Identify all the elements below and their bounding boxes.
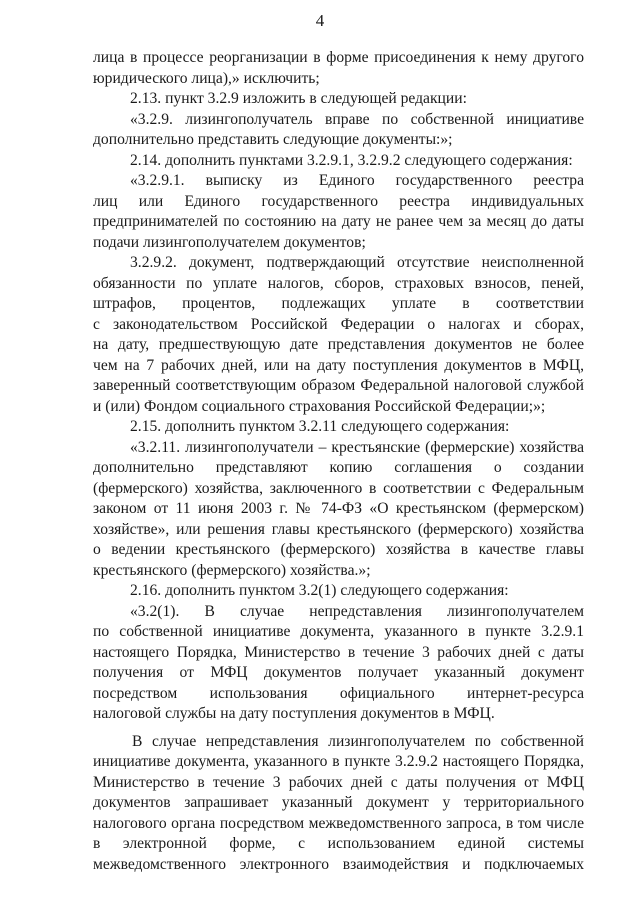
text-line: лица в процессе реорганизации в форме присоединения к нему другого bbox=[93, 49, 584, 66]
text-line: и (или) Фондом социального страхования Российской Федерации;»; bbox=[93, 397, 546, 415]
text-line: «3.2.9.1. выписку из Единого государственного реестра bbox=[130, 172, 584, 189]
text-line: получения от МФЦ документов получает указанный документ bbox=[93, 664, 584, 681]
text-line: на дату, предшествующую дате представления документов не более bbox=[93, 336, 584, 353]
text-line: по собственной инициативе документа, указанного в пункте 3.2.9.1 bbox=[93, 623, 584, 640]
text-line: дополнительно представить следующие документы:»; bbox=[93, 131, 453, 148]
text-line: документов запрашивает указанный документ у территориального bbox=[93, 794, 584, 811]
text-line: В случае непредставления лизингополучателем по собственной bbox=[132, 732, 584, 750]
text-line: 2.16. дополнить пунктом 3.2(1) следующего содержания: bbox=[130, 582, 509, 599]
text-line: крестьянского (фермерского) хозяйства.»; bbox=[93, 561, 371, 579]
text-line: 2.15. дополнить пунктом 3.2.11 следующего содержания: bbox=[130, 418, 510, 435]
document-body bbox=[93, 48, 584, 875]
text-line: Министерство в течение 3 рабочих дней с даты получения от МФЦ bbox=[93, 773, 584, 791]
text-line: межведомственного электронного взаимодействия и подключаемых bbox=[93, 855, 584, 873]
text-line: в электронной форме, с использованием единой системы bbox=[93, 835, 584, 852]
text-line: обязанности по уплате налогов, сборов, страховых взносов, пеней, bbox=[93, 274, 584, 292]
text-line: 2.14. дополнить пунктами 3.2.9.1, 3.2.9.2 следующего содержания: bbox=[130, 151, 573, 169]
text-line: настоящего Порядка, Министерство в течение 3 рабочих дней с даты bbox=[93, 643, 584, 661]
text-line: налогового органа посредством межведомственного запроса, в том числе bbox=[93, 814, 584, 832]
text-line: налоговой службы на дату поступления документов в МФЦ. bbox=[93, 705, 495, 722]
text-line: «3.2.9. лизингополучатель вправе по собственной инициативе bbox=[130, 110, 584, 128]
text-line: законом от 11 июня 2003 г. № 74-ФЗ «О крестьянском (фермерском) bbox=[93, 500, 584, 517]
text-line: 3.2.9.2. документ, подтверждающий отсутствие неисполненной bbox=[130, 254, 584, 271]
text-line: «3.2(1). В случае непредставления лизингополучателем bbox=[130, 602, 584, 620]
text-line: дополнительно представляют копию соглашения о создании bbox=[93, 459, 584, 476]
text-line: штрафов, процентов, подлежащих уплате в соответствии bbox=[93, 295, 584, 312]
text-line: заверенный соответствующим образом Федеральной налоговой службой bbox=[93, 377, 584, 394]
paragraph-gap bbox=[93, 725, 584, 732]
text-line: посредством использования официального интернет-ресурса bbox=[93, 684, 584, 702]
text-line: хозяйстве», или решения главы крестьянского (фермерского) хозяйства bbox=[93, 520, 584, 538]
text-line: (фермерского) хозяйства, заключенного в соответствии с Федеральным bbox=[93, 479, 584, 497]
text-line: с законодательством Российской Федерации о налогах и сборах, bbox=[93, 315, 584, 333]
text-line: 2.13. пункт 3.2.9 изложить в следующей редакции: bbox=[130, 90, 467, 107]
text-line: подачи лизингополучателем документов; bbox=[93, 233, 366, 251]
text-line: «3.2.11. лизингополучатели – крестьянские (фермерские) хозяйства bbox=[130, 438, 584, 456]
text-line: юридического лица),» исключить; bbox=[93, 69, 320, 87]
text-line: чем на 7 рабочих дней, или на дату поступления документов в МФЦ, bbox=[93, 356, 584, 374]
text-line: лиц или Единого государственного реестра индивидуальных bbox=[93, 192, 584, 210]
page-number: 4 bbox=[315, 11, 325, 30]
text-line: инициативе документа, указанного в пункте 3.2.9.2 настоящего Порядка, bbox=[93, 753, 584, 770]
text-line: предпринимателей по состоянию на дату не ранее чем за месяц до даты bbox=[93, 213, 584, 230]
text-line: о ведении крестьянского (фермерского) хозяйства в качестве главы bbox=[93, 541, 584, 558]
